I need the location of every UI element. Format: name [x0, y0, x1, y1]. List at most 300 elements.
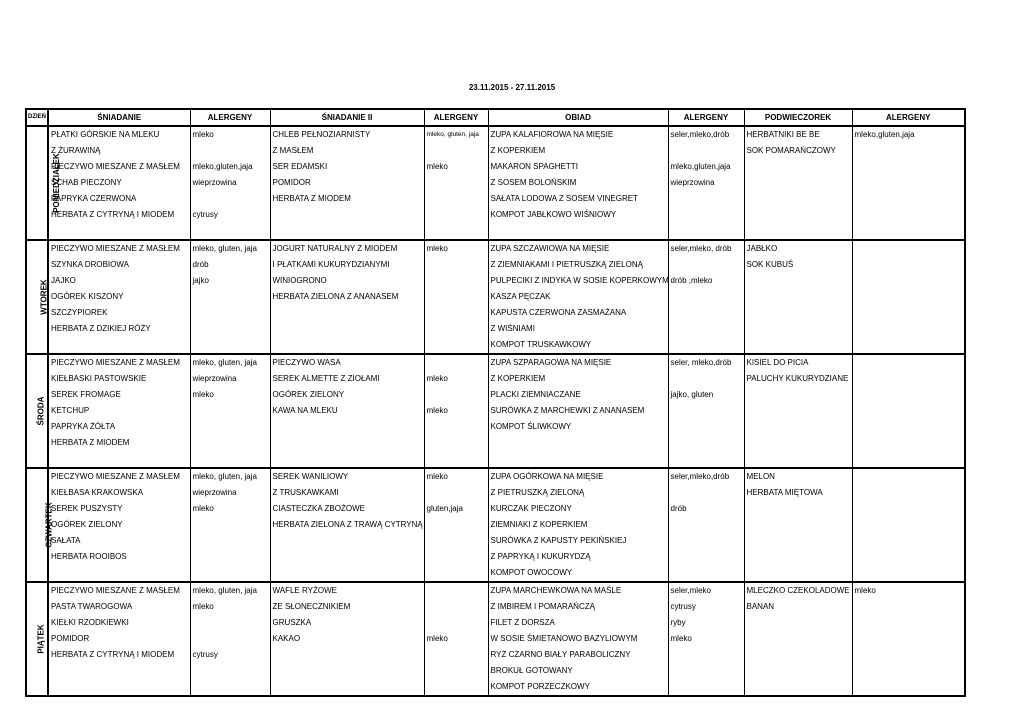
cell-breakfast-2: [270, 679, 424, 696]
cell-lunch: KAPUSTA CZERWONA ZASMAŻANA: [488, 305, 668, 321]
cell-lunch: KOMPOT TRUSKAWKOWY: [488, 337, 668, 354]
cell-breakfast-2-allergens: [424, 599, 488, 615]
table-row: [26, 337, 965, 354]
cell-lunch: ZUPA OGÓRKOWA NA MIĘSIE: [488, 468, 668, 485]
table-row: [26, 647, 965, 663]
table-row: [26, 191, 965, 207]
cell-snack: [744, 549, 852, 565]
table-row: [26, 387, 965, 403]
cell-breakfast-allergens: drób: [190, 257, 270, 273]
cell-snack-allergens: [852, 599, 965, 615]
cell-lunch-allergens: [668, 143, 744, 159]
cell-snack: [744, 289, 852, 305]
cell-snack-allergens: [852, 321, 965, 337]
cell-snack-allergens: [852, 631, 965, 647]
cell-snack: [744, 321, 852, 337]
cell-snack-allergens: mleko: [852, 582, 965, 599]
cell-breakfast-allergens: mleko: [190, 501, 270, 517]
cell-lunch: KURCZAK PIECZONY: [488, 501, 668, 517]
cell-breakfast: SCHAB PIECZONY: [48, 175, 190, 191]
table-row: [26, 175, 965, 191]
cell-breakfast-allergens: mleko, gluten, jaja: [190, 468, 270, 485]
cell-breakfast-2: JOGURT NATURALNY Z MIODEM: [270, 240, 424, 257]
cell-breakfast-2-allergens: gluten,jaja: [424, 501, 488, 517]
cell-lunch-allergens: seler,mleko,drób: [668, 126, 744, 143]
cell-snack: [744, 679, 852, 696]
cell-breakfast-2: GRUSZKA: [270, 615, 424, 631]
cell-breakfast-allergens: [190, 143, 270, 159]
table-row: [26, 305, 965, 321]
cell-breakfast-2: [270, 207, 424, 223]
cell-breakfast-2-allergens: [424, 549, 488, 565]
cell-breakfast-allergens: [190, 663, 270, 679]
cell-breakfast-2: WAFLE RYŻOWE: [270, 582, 424, 599]
cell-breakfast: KETCHUP: [48, 403, 190, 419]
cell-breakfast-2-allergens: [424, 321, 488, 337]
day-section: [26, 582, 965, 696]
cell-snack: [744, 337, 852, 354]
cell-breakfast: [48, 565, 190, 582]
cell-breakfast-2: [270, 337, 424, 354]
cell-lunch-allergens: [668, 321, 744, 337]
header-allergens-breakfast-2: ALERGENY: [424, 109, 488, 126]
cell-snack: MLECZKO CZEKOLADOWE: [744, 582, 852, 599]
cell-breakfast-2: [270, 419, 424, 435]
cell-breakfast-2-allergens: [424, 207, 488, 223]
cell-breakfast-2-allergens: [424, 533, 488, 549]
cell-breakfast-allergens: [190, 289, 270, 305]
header-breakfast: ŚNIADANIE: [48, 109, 190, 126]
cell-breakfast-2: [270, 647, 424, 663]
header-snack: PODWIECZOREK: [744, 109, 852, 126]
table-row: [26, 501, 965, 517]
cell-breakfast-2: Z TRUSKAWKAMI: [270, 485, 424, 501]
cell-breakfast-allergens: wieprzowina: [190, 485, 270, 501]
cell-breakfast: PAPRYKA ŻÓŁTA: [48, 419, 190, 435]
cell-snack: HERBATNIKI BE BE: [744, 126, 852, 143]
cell-breakfast-2-allergens: [424, 289, 488, 305]
cell-lunch: Z ZIEMNIAKAMI I PIETRUSZKĄ ZIELONĄ: [488, 257, 668, 273]
cell-lunch: [488, 223, 668, 240]
cell-breakfast-allergens: mleko,gluten,jaja: [190, 159, 270, 175]
table-row: [26, 679, 965, 696]
header-row: [26, 109, 965, 126]
cell-lunch-allergens: seler,mleko, drób: [668, 240, 744, 257]
cell-snack: [744, 631, 852, 647]
cell-snack-allergens: [852, 647, 965, 663]
cell-lunch: Z KOPERKIEM: [488, 371, 668, 387]
cell-breakfast-allergens: [190, 305, 270, 321]
table-row: [26, 371, 965, 387]
cell-breakfast: PIECZYWO MIESZANE Z MASŁEM: [48, 468, 190, 485]
cell-snack-allergens: [852, 305, 965, 321]
table-row: [26, 663, 965, 679]
cell-lunch-allergens: seler,mleko,drób: [668, 468, 744, 485]
cell-lunch-allergens: [668, 191, 744, 207]
cell-snack-allergens: [852, 663, 965, 679]
cell-snack-allergens: [852, 273, 965, 289]
cell-breakfast-allergens: mleko: [190, 387, 270, 403]
cell-snack-allergens: [852, 517, 965, 533]
cell-snack: [744, 419, 852, 435]
cell-breakfast: PIECZYWO MIESZANE Z MASŁEM: [48, 240, 190, 257]
cell-lunch-allergens: [668, 403, 744, 419]
cell-breakfast-2-allergens: [424, 337, 488, 354]
cell-breakfast-2-allergens: mleko: [424, 468, 488, 485]
cell-lunch-allergens: [668, 485, 744, 501]
cell-breakfast-2-allergens: [424, 582, 488, 599]
cell-breakfast-2-allergens: [424, 679, 488, 696]
cell-snack: [744, 175, 852, 191]
cell-lunch: Z IMBIREM I POMARAŃCZĄ: [488, 599, 668, 615]
cell-snack-allergens: [852, 207, 965, 223]
cell-snack-allergens: [852, 240, 965, 257]
cell-lunch-allergens: [668, 207, 744, 223]
cell-breakfast-allergens: [190, 631, 270, 647]
cell-snack: MELON: [744, 468, 852, 485]
cell-lunch: Z PAPRYKĄ I KUKURYDZĄ: [488, 549, 668, 565]
cell-snack-allergens: mleko,gluten,jaja: [852, 126, 965, 143]
cell-breakfast: OGÓREK KISZONY: [48, 289, 190, 305]
cell-snack-allergens: [852, 337, 965, 354]
cell-lunch: FILET Z DORSZA: [488, 615, 668, 631]
cell-breakfast-2: [270, 305, 424, 321]
cell-breakfast-allergens: wieprzowina: [190, 371, 270, 387]
cell-breakfast-2: [270, 321, 424, 337]
cell-lunch-allergens: ryby: [668, 615, 744, 631]
cell-breakfast: SZCZYPIOREK: [48, 305, 190, 321]
cell-snack-allergens: [852, 468, 965, 485]
cell-breakfast-2: HERBATA Z MIODEM: [270, 191, 424, 207]
cell-breakfast: [48, 223, 190, 240]
cell-breakfast-allergens: mleko: [190, 599, 270, 615]
cell-breakfast-2-allergens: mleko: [424, 240, 488, 257]
cell-breakfast-2-allergens: [424, 615, 488, 631]
cell-breakfast: PASTA TWAROGOWA: [48, 599, 190, 615]
cell-snack: [744, 565, 852, 582]
day-name: PONIEDZIAŁEK: [51, 153, 61, 213]
cell-lunch-allergens: [668, 371, 744, 387]
cell-lunch: MAKARON SPAGHETTI: [488, 159, 668, 175]
cell-breakfast-allergens: [190, 565, 270, 582]
header-allergens-lunch: ALERGENY: [668, 109, 744, 126]
cell-lunch: KASZA PĘCZAK: [488, 289, 668, 305]
table-row: [26, 435, 965, 451]
cell-snack: SOK KUBUŚ: [744, 257, 852, 273]
cell-breakfast-2: [270, 549, 424, 565]
cell-breakfast-2: WINIOGRONO: [270, 273, 424, 289]
table-row: [26, 485, 965, 501]
cell-breakfast: PIECZYWO MIESZANE Z MASŁEM: [48, 582, 190, 599]
cell-snack-allergens: [852, 371, 965, 387]
cell-snack: [744, 223, 852, 240]
cell-breakfast-2-allergens: mleko: [424, 403, 488, 419]
cell-breakfast-allergens: [190, 321, 270, 337]
cell-snack-allergens: [852, 615, 965, 631]
table-row: [26, 403, 965, 419]
day-name-cell: [26, 468, 54, 582]
cell-snack: [744, 159, 852, 175]
cell-breakfast: SEREK FROMAGE: [48, 387, 190, 403]
table-row: [26, 517, 965, 533]
cell-breakfast: KIEŁKI RZODKIEWKI: [48, 615, 190, 631]
cell-snack: [744, 533, 852, 549]
cell-breakfast-2-allergens: [424, 419, 488, 435]
cell-snack-allergens: [852, 565, 965, 582]
weekly-menu-table: [25, 108, 966, 697]
cell-snack: KISIEL DO PICIA: [744, 354, 852, 371]
cell-breakfast: [48, 679, 190, 696]
header-allergens-snack: ALERGENY: [852, 109, 965, 126]
cell-lunch: Z KOPERKIEM: [488, 143, 668, 159]
cell-breakfast-2-allergens: [424, 663, 488, 679]
day-section: [26, 126, 965, 240]
cell-snack: [744, 207, 852, 223]
cell-breakfast: POMIDOR: [48, 631, 190, 647]
cell-snack: [744, 387, 852, 403]
cell-breakfast-2-allergens: [424, 435, 488, 451]
cell-snack-allergens: [852, 451, 965, 468]
cell-breakfast-2-allergens: [424, 223, 488, 240]
cell-lunch-allergens: [668, 647, 744, 663]
cell-snack: HERBATA MIĘTOWA: [744, 485, 852, 501]
cell-breakfast: [48, 451, 190, 468]
table-row: [26, 451, 965, 468]
cell-lunch-allergens: [668, 565, 744, 582]
cell-breakfast-2-allergens: [424, 191, 488, 207]
table-row: [26, 126, 965, 143]
cell-lunch-allergens: seler,mleko: [668, 582, 744, 599]
cell-breakfast-allergens: [190, 337, 270, 354]
cell-lunch: [488, 451, 668, 468]
cell-snack-allergens: [852, 223, 965, 240]
table-row: [26, 257, 965, 273]
cell-lunch-allergens: [668, 289, 744, 305]
cell-breakfast-2-allergens: mleko: [424, 159, 488, 175]
cell-snack-allergens: [852, 159, 965, 175]
cell-breakfast-2: I PŁATKAMI KUKURYDZIANYMI: [270, 257, 424, 273]
cell-snack: [744, 663, 852, 679]
table-row: [26, 582, 965, 599]
cell-breakfast-allergens: [190, 451, 270, 468]
cell-breakfast-2-allergens: [424, 517, 488, 533]
cell-breakfast: SEREK PUSZYSTY: [48, 501, 190, 517]
cell-lunch-allergens: [668, 517, 744, 533]
cell-lunch: Z SOSEM BOLOŃSKIM: [488, 175, 668, 191]
cell-breakfast-2: [270, 223, 424, 240]
cell-breakfast-allergens: mleko, gluten, jaja: [190, 240, 270, 257]
cell-lunch-allergens: [668, 435, 744, 451]
cell-breakfast-2: POMIDOR: [270, 175, 424, 191]
day-name-cell: [26, 240, 48, 354]
cell-snack-allergens: [852, 435, 965, 451]
table-row: [26, 159, 965, 175]
cell-breakfast-allergens: [190, 615, 270, 631]
cell-lunch-allergens: jajko, gluten: [668, 387, 744, 403]
cell-snack: [744, 191, 852, 207]
table-row: [26, 468, 965, 485]
cell-lunch: ZUPA MARCHEWKOWA NA MAŚLE: [488, 582, 668, 599]
cell-breakfast: HERBATA Z DZIKIEJ RÓŻY: [48, 321, 190, 337]
cell-snack-allergens: [852, 289, 965, 305]
cell-lunch: Z WIŚNIAMI: [488, 321, 668, 337]
day-name-cell: [26, 126, 61, 240]
table-row: [26, 223, 965, 240]
cell-lunch-allergens: [668, 533, 744, 549]
cell-breakfast-2: [270, 451, 424, 468]
cell-lunch: ZUPA SZCZAWIOWA NA MIĘSIE: [488, 240, 668, 257]
cell-breakfast-allergens: [190, 435, 270, 451]
cell-breakfast-allergens: [190, 517, 270, 533]
cell-lunch-allergens: [668, 257, 744, 273]
cell-snack-allergens: [852, 175, 965, 191]
cell-breakfast: [48, 337, 190, 354]
cell-lunch-allergens: cytrusy: [668, 599, 744, 615]
cell-breakfast-allergens: [190, 403, 270, 419]
cell-breakfast: KIEŁBASA KRAKOWSKA: [48, 485, 190, 501]
cell-snack: JABŁKO: [744, 240, 852, 257]
cell-lunch-allergens: drób: [668, 501, 744, 517]
cell-lunch-allergens: [668, 451, 744, 468]
cell-breakfast-2: HERBATA ZIELONA Z TRAWĄ CYTRYNĄ: [270, 517, 424, 533]
cell-snack-allergens: [852, 549, 965, 565]
cell-snack: [744, 615, 852, 631]
table-row: [26, 599, 965, 615]
table-row: [26, 321, 965, 337]
cell-breakfast-2-allergens: mleko: [424, 371, 488, 387]
cell-breakfast-2-allergens: [424, 143, 488, 159]
day-section: [26, 354, 965, 468]
cell-breakfast-2: [270, 663, 424, 679]
cell-breakfast: OGÓREK ZIELONY: [48, 517, 190, 533]
cell-breakfast-2: KAKAO: [270, 631, 424, 647]
cell-breakfast: HERBATA Z CYTRYNĄ I MIODEM: [48, 207, 190, 223]
cell-snack-allergens: [852, 419, 965, 435]
cell-breakfast-2: ZE SŁONECZNIKIEM: [270, 599, 424, 615]
header-breakfast-2: ŚNIADANIE II: [270, 109, 424, 126]
cell-breakfast-2: OGÓREK ZIELONY: [270, 387, 424, 403]
cell-breakfast: PIECZYWO MIESZANE Z MASŁEM: [48, 159, 190, 175]
day-name: ŚRODA: [36, 396, 46, 426]
cell-snack: [744, 273, 852, 289]
cell-breakfast-2: SEREK ALMETTE Z ZIOŁAMI: [270, 371, 424, 387]
cell-breakfast-2-allergens: [424, 257, 488, 273]
table-row: [26, 240, 965, 257]
cell-lunch: KOMPOT ŚLIWKOWY: [488, 419, 668, 435]
table-row: [26, 419, 965, 435]
cell-lunch: ZIEMNIAKI Z KOPERKIEM: [488, 517, 668, 533]
cell-breakfast-allergens: mleko: [190, 126, 270, 143]
cell-lunch-allergens: wieprzowina: [668, 175, 744, 191]
cell-breakfast: JAJKO: [48, 273, 190, 289]
cell-breakfast-2: [270, 565, 424, 582]
cell-lunch-allergens: mleko: [668, 631, 744, 647]
cell-breakfast-2: SEREK WANILIOWY: [270, 468, 424, 485]
cell-breakfast-2: HERBATA ZIELONA Z ANANASEM: [270, 289, 424, 305]
cell-breakfast-2-allergens: [424, 565, 488, 582]
cell-snack-allergens: [852, 354, 965, 371]
cell-breakfast-2-allergens: mleko: [424, 631, 488, 647]
cell-snack-allergens: [852, 191, 965, 207]
cell-breakfast-allergens: wieprzowina: [190, 175, 270, 191]
cell-lunch: KOMPOT OWOCOWY: [488, 565, 668, 582]
cell-lunch-allergens: [668, 337, 744, 354]
cell-breakfast-allergens: [190, 419, 270, 435]
cell-snack-allergens: [852, 679, 965, 696]
cell-breakfast-2: SER EDAMSKI: [270, 159, 424, 175]
table-row: [26, 565, 965, 582]
cell-lunch-allergens: [668, 419, 744, 435]
cell-breakfast-allergens: [190, 223, 270, 240]
cell-breakfast: HERBATA ROOIBOS: [48, 549, 190, 565]
cell-breakfast: PŁATKI GÓRSKIE NA MLEKU: [48, 126, 190, 143]
cell-lunch-allergens: mleko,gluten,jaja: [668, 159, 744, 175]
cell-breakfast: PIECZYWO MIESZANE Z MASŁEM: [48, 354, 190, 371]
cell-snack: SOK POMARAŃCZOWY: [744, 143, 852, 159]
cell-breakfast-2: CHLEB PEŁNOZIARNISTY: [270, 126, 424, 143]
cell-lunch: PULPECIKI Z INDYKA W SOSIE KOPERKOWYM: [488, 273, 668, 289]
day-name-cell: [26, 582, 48, 696]
cell-breakfast-2: PIECZYWO WASA: [270, 354, 424, 371]
cell-breakfast-allergens: mleko, gluten, jaja: [190, 582, 270, 599]
cell-breakfast-allergens: [190, 549, 270, 565]
table-row: [26, 207, 965, 223]
cell-breakfast-2: KAWA NA MLEKU: [270, 403, 424, 419]
cell-breakfast: PAPRYKA CZERWONA: [48, 191, 190, 207]
cell-lunch: PLACKI ZIEMNIACZANE: [488, 387, 668, 403]
cell-breakfast: [48, 663, 190, 679]
cell-snack: [744, 501, 852, 517]
cell-lunch-allergens: drób ,mleko: [668, 273, 744, 289]
cell-lunch-allergens: [668, 549, 744, 565]
cell-breakfast: KIEŁBASKI PASTOWSKIE: [48, 371, 190, 387]
cell-breakfast-allergens: [190, 679, 270, 696]
cell-breakfast: SZYNKA DROBIOWA: [48, 257, 190, 273]
cell-snack-allergens: [852, 485, 965, 501]
day-name: PIĄTEK: [36, 624, 46, 654]
date-range-title: 23.11.2015 - 27.11.2015: [468, 83, 556, 92]
cell-lunch: RYŻ CZARNO BIAŁY PARABOLICZNY: [488, 647, 668, 663]
cell-breakfast: SAŁATA: [48, 533, 190, 549]
cell-snack: BANAN: [744, 599, 852, 615]
cell-snack-allergens: [852, 387, 965, 403]
day-section: [26, 240, 965, 354]
cell-breakfast-allergens: [190, 533, 270, 549]
cell-lunch: [488, 435, 668, 451]
cell-lunch: Z PIETRUSZKĄ ZIELONĄ: [488, 485, 668, 501]
day-name: CZWARTEK: [44, 502, 54, 548]
day-name-cell: [26, 354, 48, 468]
table-row: [26, 289, 965, 305]
table-row: [26, 549, 965, 565]
cell-breakfast-allergens: [190, 191, 270, 207]
table-row: [26, 533, 965, 549]
cell-breakfast-allergens: mleko, gluten, jaja: [190, 354, 270, 371]
cell-breakfast-2-allergens: [424, 647, 488, 663]
cell-snack: [744, 517, 852, 533]
cell-breakfast-2: CIASTECZKA ZBOŻOWE: [270, 501, 424, 517]
cell-lunch: ZUPA KALAFIOROWA NA MIĘSIE: [488, 126, 668, 143]
table-row: [26, 143, 965, 159]
header-lunch: OBIAD: [488, 109, 668, 126]
cell-breakfast-2-allergens: [424, 451, 488, 468]
cell-lunch-allergens: [668, 305, 744, 321]
cell-lunch-allergens: [668, 223, 744, 240]
cell-lunch-allergens: seler, mleko,drób: [668, 354, 744, 371]
cell-breakfast-allergens: cytrusy: [190, 207, 270, 223]
cell-breakfast-2-allergens: [424, 354, 488, 371]
cell-snack-allergens: [852, 143, 965, 159]
